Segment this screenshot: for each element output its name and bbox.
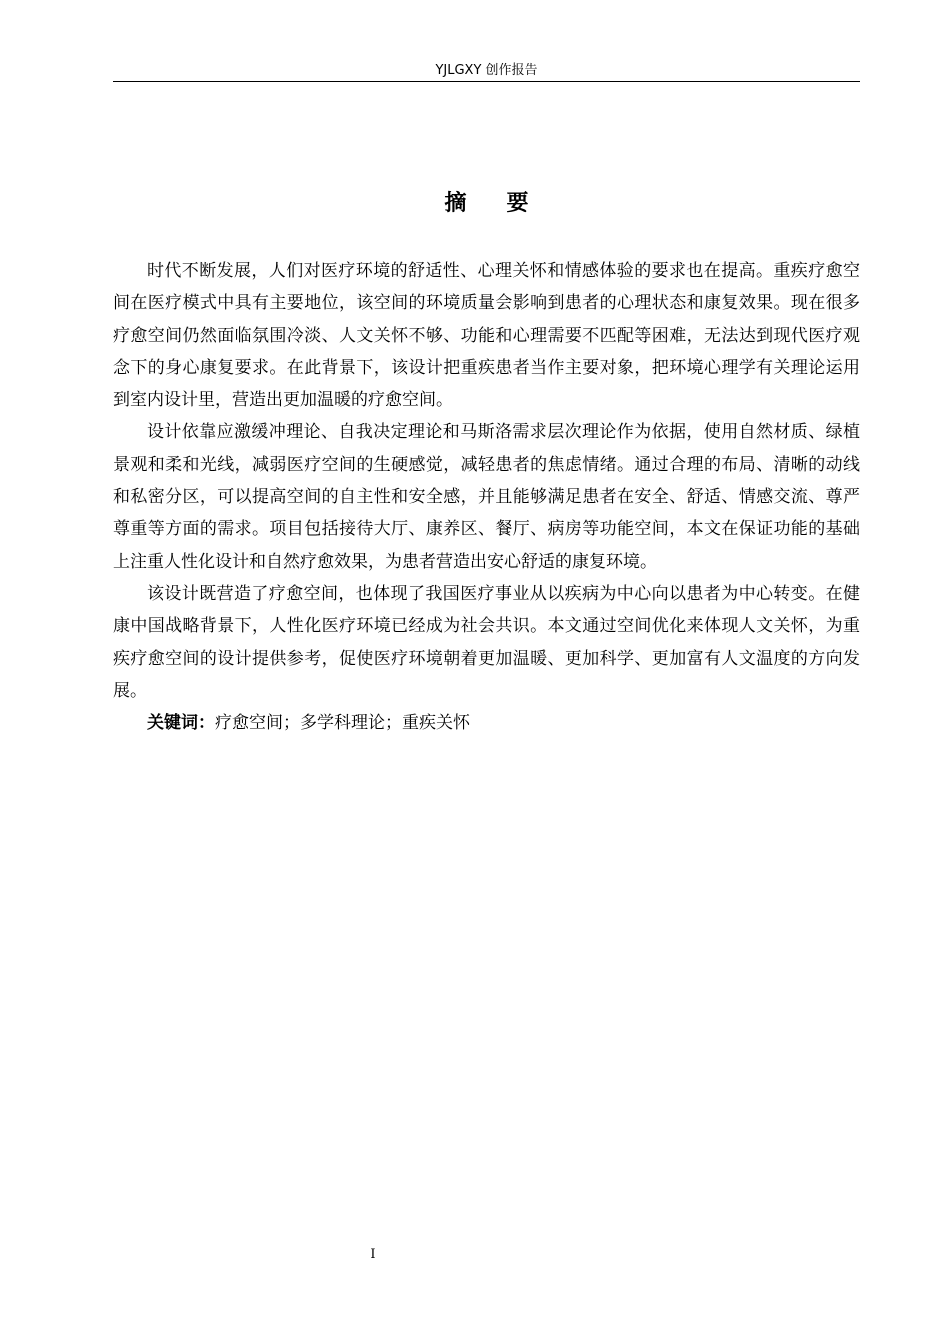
abstract-body	[113, 255, 860, 739]
keywords-label: 关键词：	[147, 713, 215, 734]
abstract-paragraph: 设计依靠应激缓冲理论、自我决定理论和马斯洛需求层次理论作为依据，使用自然材质、绿植景观和柔和光线，减弱医疗空间的生硬感觉，减轻患者的焦虑情绪。通过合理的布局、清晰的动线和私密分区，可以提高空间的自主性和安全感，并且能够满足患者在安全、舒适、情感交流、尊严尊重等方面的需求。项目包括接待大厅、康养区、餐厅、病房等功能空间，本文在保证功能的基础上注重人性化设计和自然疗愈效果，为患者营造出安心舒适的康复环境。	[113, 422, 860, 572]
running-header: YJLGXY 创作报告	[435, 63, 538, 78]
abstract-title: 摘要	[444, 191, 569, 216]
abstract-paragraph: 该设计既营造了疗愈空间，也体现了我国医疗事业从以疾病为中心向以患者为中心转变。在健康中国战略背景下，人性化医疗环境已经成为社会共识。本文通过空间优化来体现人文关怀，为重疾疗愈空间的设计提供参考，促使医疗环境朝着更加温暖、更加科学、更加富有人文温度的方向发展。	[113, 583, 860, 701]
header-rule	[113, 81, 860, 82]
abstract-paragraph: 时代不断发展，人们对医疗环境的舒适性、心理关怀和情感体验的要求也在提高。重疾疗愈空间在医疗模式中具有主要地位，该空间的环境质量会影响到患者的心理状态和康复效果。现在很多疗愈空间仍然面临氛围冷淡、人文关怀不够、功能和心理需要不匹配等困难，无法达到现代医疗观念下的身心康复要求。在此背景下，该设计把重疾患者当作主要对象，把环境心理学有关理论运用到室内设计里，营造出更加温暖的疗愈空间。	[113, 261, 860, 411]
page-number: I	[370, 1247, 376, 1262]
keywords-value: 疗愈空间；多学科理论；重疾关怀	[215, 713, 470, 734]
keywords-line	[113, 707, 860, 739]
